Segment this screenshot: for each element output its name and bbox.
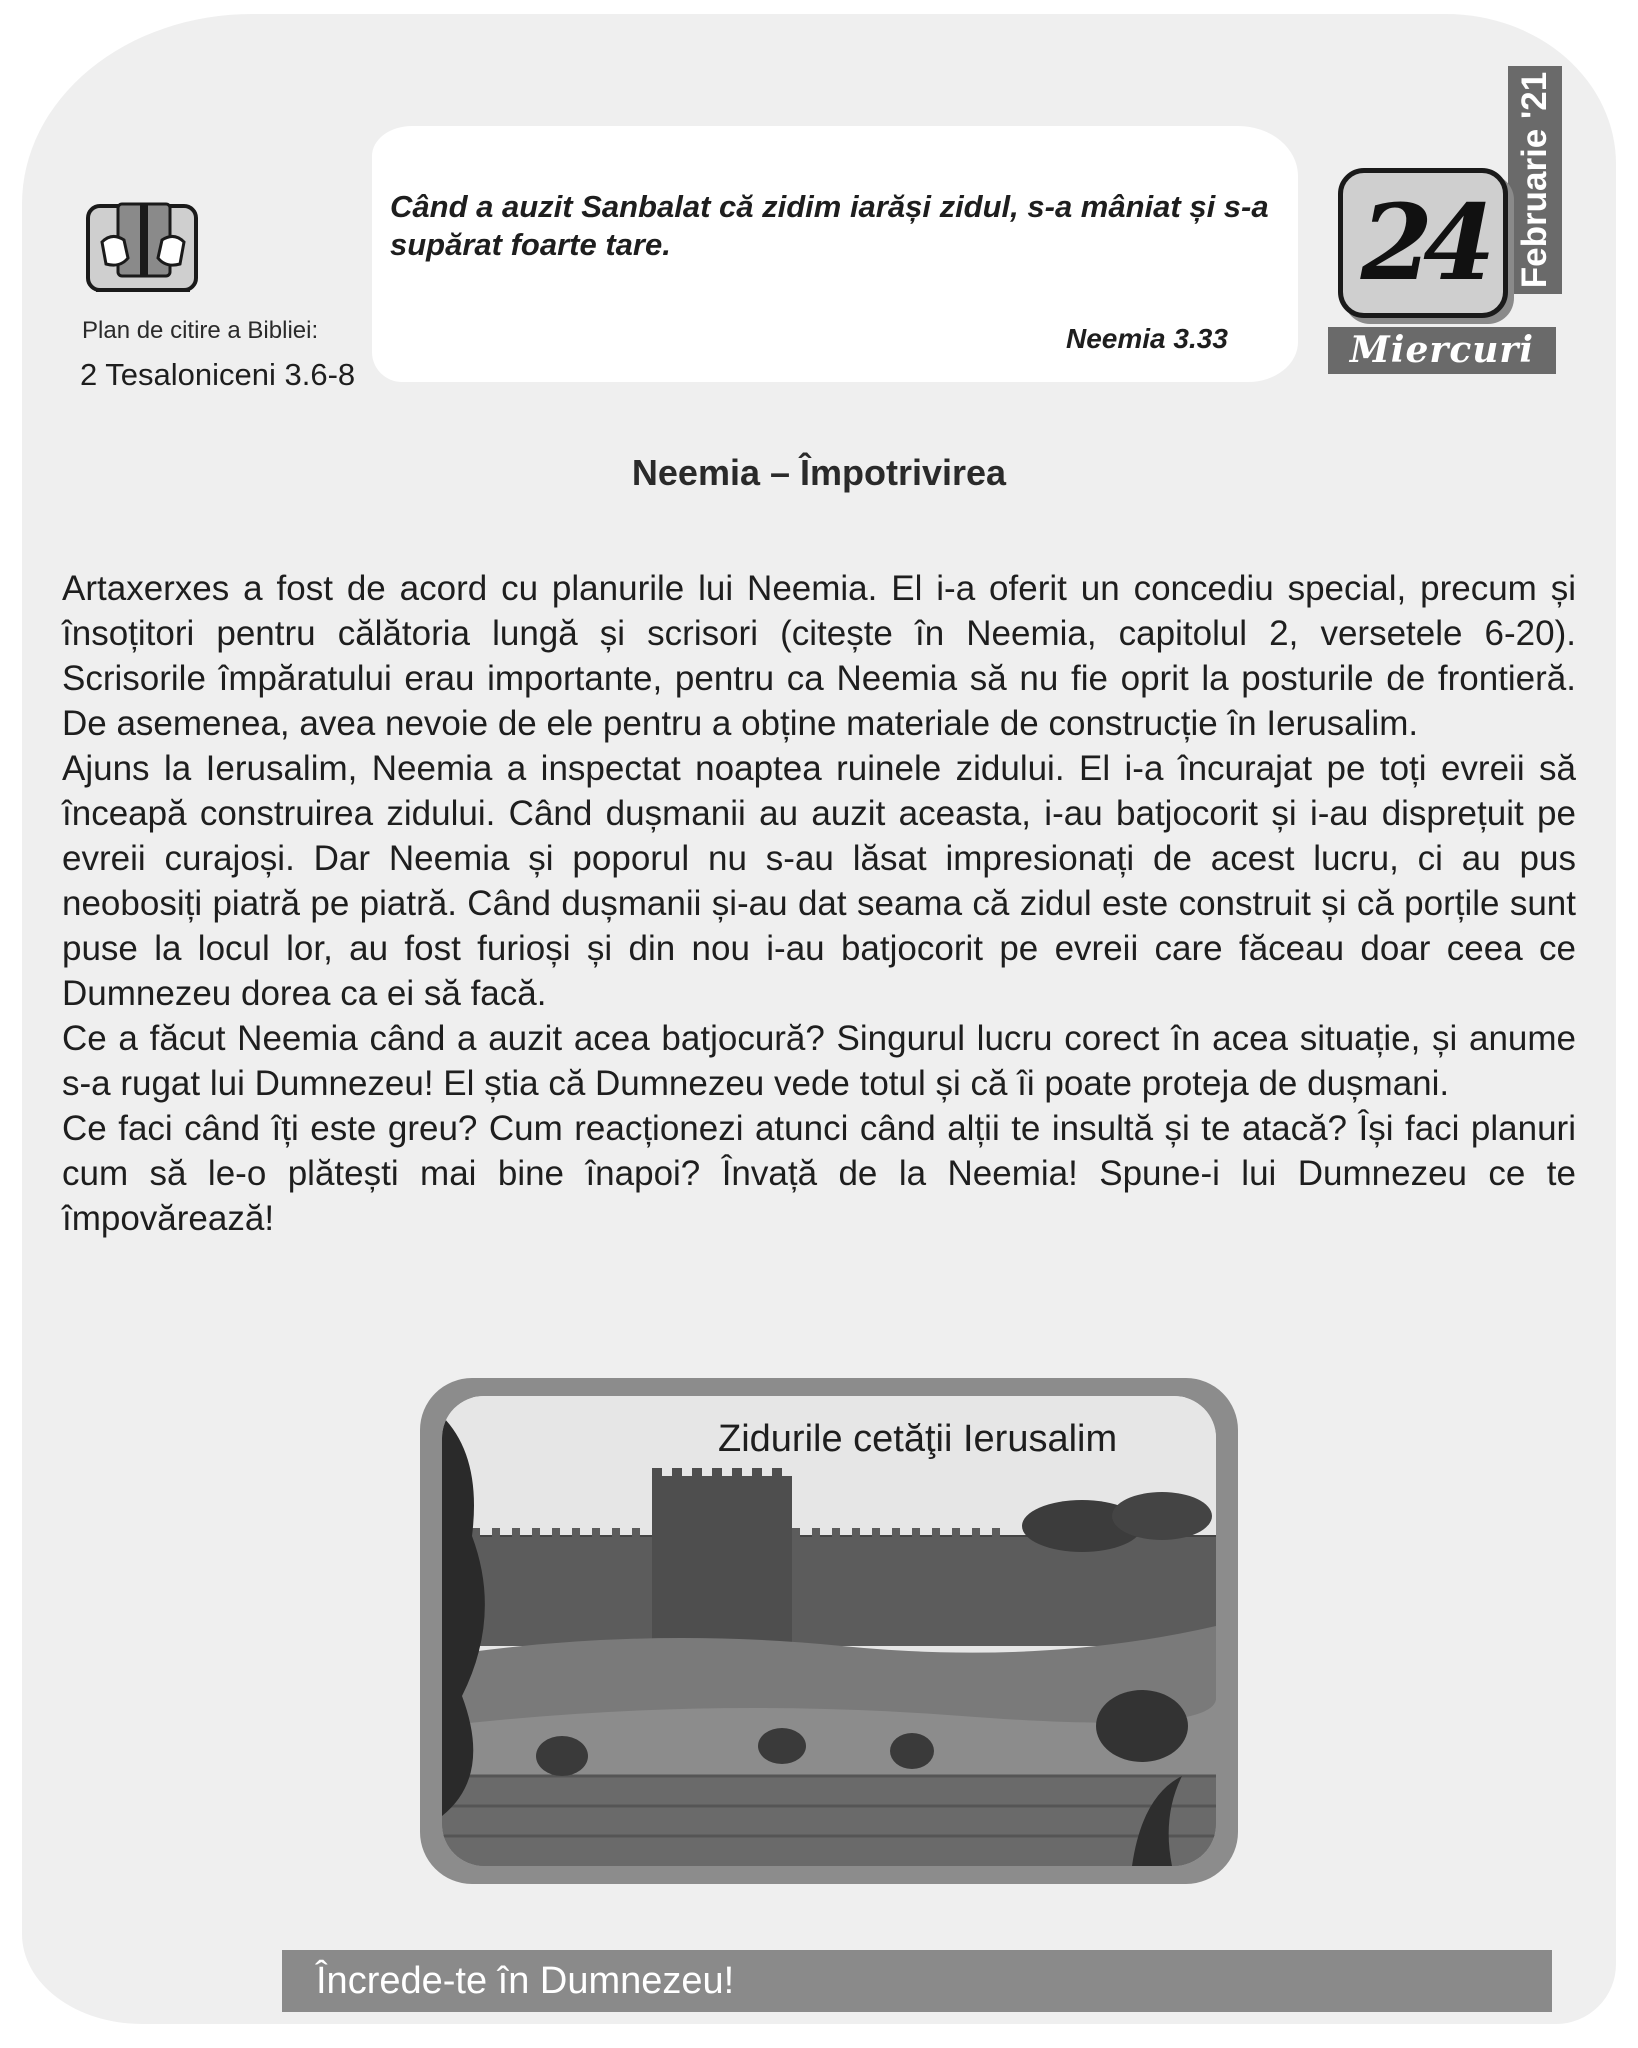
paragraph: Artaxerxes a fost de acord cu planurile lui Neemia. El i-a oferit un concediu special, precum și însoțitori pentru călătoria lungă și scrisori (citește în Neemia, capitolul 2, versetele 6-20). Scrisorile împăratului erau importante, pentru ca Neemia să nu fie oprit la posturile de frontieră. De asemenea, avea nevoie de ele pentru a obține materiale de construcție în Ierusalim. [62, 569, 1576, 743]
reading-plan-reference: 2 Tesaloniceni 3.6-8 [80, 357, 356, 392]
body-text [62, 566, 1576, 1241]
day-number: 24 [1360, 181, 1486, 304]
page-title: Neemia – Împotrivirea [631, 452, 1007, 493]
footer-motto: Încrede-te în Dumnezeu! [316, 1960, 735, 2002]
paragraph: Ce a făcut Neemia când a auzit acea batjocură? Singurul lucru corect în acea situație, și anume s-a rugat lui Dumnezeu! El știa că Dumnezeu vede totul și că îi poate proteja de dușmani. [62, 1019, 1576, 1103]
verse-text: Când a auzit Sanbalat că zidim iarăși zidul, s-a mâniat și s-a supărat foarte tare. [390, 189, 1269, 262]
month-label: Februarie '21 [1515, 71, 1554, 289]
photo-caption: Zidurile cetăţii Ierusalim [718, 1418, 1118, 1460]
paragraph: Ajuns la Ierusalim, Neemia a inspectat noaptea ruinele zidului. El i-a încurajat pe toți evreii să înceapă construirea zidului. Când dușmanii au auzit aceasta, i-au batjocorit și i-au disprețuit pe evreii curajoși. Dar Neemia și poporul nu s-au lăsat impresionați de acest lucru, ci au pus neobosiți piatră pe piatră. Când dușmanii și-au dat seama că zidul este construit și că porțile sunt puse la locul lor, au fost furioși și din nou i-au batjocorit pe evreii care făceau doar ceea ce Dumnezeu dorea ca ei să facă. [62, 749, 1576, 1013]
paragraph: Ce faci când îți este greu? Cum reacționezi atunci când alții te insultă și te atacă? Își faci planuri cum să le-o plătești mai bine înapoi? Învață de la Neemia! Spune-i lui Dumnezeu ce te împovărează! [62, 1109, 1576, 1238]
jerusalem-walls-photo [442, 1396, 1216, 1866]
bible-hands-icon [82, 198, 204, 298]
weekday-label: Miercuri [1349, 329, 1535, 371]
reading-plan-label: Plan de citire a Bibliei: [82, 317, 319, 344]
verse-reference: Neemia 3.33 [1066, 323, 1228, 354]
